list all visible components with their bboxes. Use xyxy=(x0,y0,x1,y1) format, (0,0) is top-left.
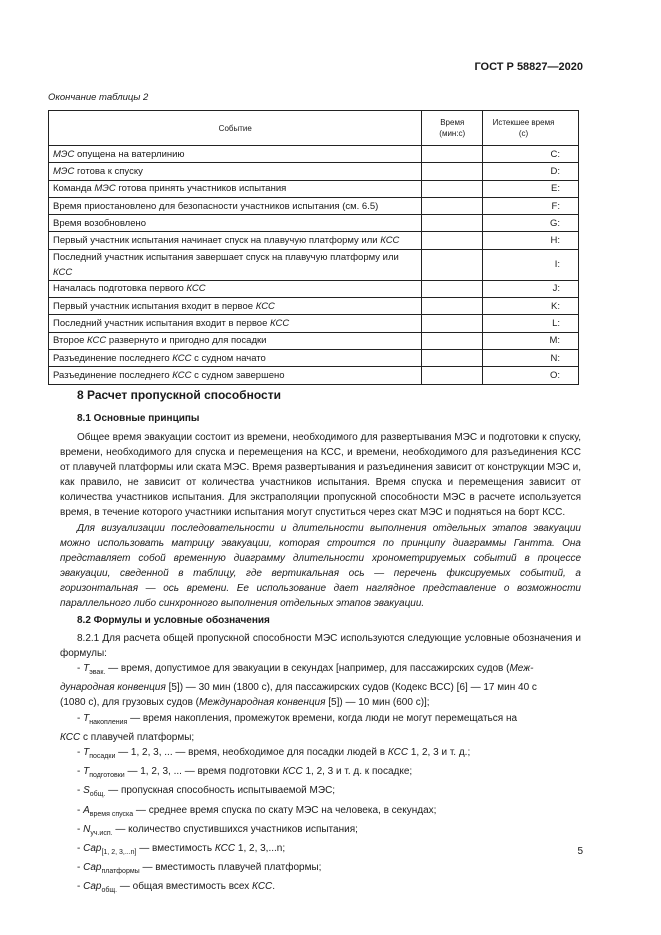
list-item: - Cap$_{платформы}$ — вместимость плавучей платформы; xyxy=(77,862,322,876)
time-cell xyxy=(422,332,483,349)
event-cell: Разъединение последнего КСС с судном завершено xyxy=(49,367,422,384)
elapsed-cell: I: xyxy=(483,249,579,280)
time-cell xyxy=(422,215,483,232)
list-item-cont: (1080 с), для грузовых судов (Международная конвенция [5]) — 10 мин (600 с)]; xyxy=(60,697,430,709)
event-cell: Последний участник испытания завершает спуск на плавучую платформу или КСС xyxy=(49,249,422,280)
symbols-list xyxy=(60,661,581,899)
elapsed-cell: E: xyxy=(483,180,579,197)
section-8-2-title: 8.2 Формулы и условные обозначения xyxy=(77,615,270,626)
list-item: - $T_{накопления}$ — время накопления, промежуток времени, когда люди не могут перемещаться на xyxy=(77,712,518,726)
elapsed-cell: N: xyxy=(483,349,579,366)
time-cell xyxy=(422,232,483,249)
table-header-row xyxy=(49,111,579,146)
table-row xyxy=(49,367,579,384)
table-caption: Окончание таблицы 2 xyxy=(48,92,149,103)
time-cell xyxy=(422,349,483,366)
event-cell: Первый участник испытания входит в первое КСС xyxy=(49,298,422,315)
event-cell: Время приостановлено для безопасности участников испытания (см. 6.5) xyxy=(49,197,422,214)
list-item-cont: дународная конвенция [5]) — 30 мин (1800 с), для пассажирских судов (Кодекс ВСС) [6] — 17 мин 40 с xyxy=(60,682,537,694)
table-row xyxy=(49,197,579,214)
elapsed-cell: H: xyxy=(483,232,579,249)
table-row xyxy=(49,349,579,366)
column-header-event: Событие xyxy=(49,111,422,146)
event-cell: МЭС опущена на ватерлинию xyxy=(49,146,422,163)
event-cell: Началась подготовка первого КСС xyxy=(49,280,422,297)
elapsed-cell: M: xyxy=(483,332,579,349)
page-number: 5 xyxy=(577,846,583,857)
event-cell: Первый участник испытания начинает спуск на плавучую платформу или КСС xyxy=(49,232,422,249)
time-cell xyxy=(422,367,483,384)
column-header-time: Время (мин:с) xyxy=(422,111,483,146)
table-row xyxy=(49,280,579,297)
table-row xyxy=(49,249,579,280)
time-cell xyxy=(422,315,483,332)
list-item: - $T_{посадки}$ — 1, 2, 3, ... — время, необходимое для посадки людей в КСС 1, 2, 3 и т. д.; xyxy=(77,747,471,761)
elapsed-cell: F: xyxy=(483,197,579,214)
table-row xyxy=(49,232,579,249)
time-cell xyxy=(422,298,483,315)
table-row xyxy=(49,332,579,349)
elapsed-cell: K: xyxy=(483,298,579,315)
table-row xyxy=(49,215,579,232)
time-cell xyxy=(422,249,483,280)
paragraph-gantt: Для визуализации последовательности и длительности выполнения отдельных этапов эвакуации можно использовать матрицу эвакуации, которая строится по принципу диаграммы Гантта. Она представляет собой временную диаграмму длительности хронометрируемых событий в процессе эвакуации, сведенной в таблицу, где вертикальная ось — перечень фиксируемых событий, а горизонтальная — ось времени. Ее использование дает наглядное представление о возможности параллельного либо синхронного выполнения отдельных этапов эвакуации. xyxy=(60,523,581,610)
event-cell: Разъединение последнего КСС с судном начато xyxy=(49,349,422,366)
event-cell: МЭС готова к спуску xyxy=(49,163,422,180)
time-cell xyxy=(422,280,483,297)
elapsed-cell: L: xyxy=(483,315,579,332)
table-row xyxy=(49,315,579,332)
event-cell: Время возобновлено xyxy=(49,215,422,232)
table-row xyxy=(49,298,579,315)
table-row xyxy=(49,163,579,180)
event-cell: Последний участник испытания входит в первое КСС xyxy=(49,315,422,332)
events-table xyxy=(48,110,579,385)
time-cell xyxy=(422,197,483,214)
list-item: - $A_{время спуска}$ — среднее время спуска по скату МЭС на человека, в секундах; xyxy=(77,804,437,818)
time-cell xyxy=(422,180,483,197)
list-item: - $T_{подготовки}$ — 1, 2, 3, ... — время подготовки КСС 1, 2, 3 и т. д. к посадке; xyxy=(77,766,413,780)
time-cell xyxy=(422,146,483,163)
elapsed-cell: D: xyxy=(483,163,579,180)
event-cell: Команда МЭС готова принять участников испытания xyxy=(49,180,422,197)
document-header: ГОСТ Р 58827—2020 xyxy=(474,61,583,73)
section-8-title: 8 Расчет пропускной способности xyxy=(77,388,281,402)
elapsed-cell: C: xyxy=(483,146,579,163)
paragraph-principles: Общее время эвакуации состоит из времени, необходимого для развертывания МЭС и подготовки к спуску, времени, необходимого для спуска и перемещения на КСС, и времени, необходимого для разъединения КСС от плавучей платформы или ската МЭС. Время развертывания и разъединения зависит от конструкции МЭС и, как правило, не зависит от количества участников испытания. Время спуска и перемещения зависит от количества участников испытания. Для экстраполяции пропускной способности МЭС в расчете используется время, в течение которого участники испытания могут спуститься через скат МЭС и подняться на борт КСС. xyxy=(60,432,581,519)
table-row xyxy=(49,146,579,163)
paragraph-formulas-intro: 8.2.1 Для расчета общей пропускной способности МЭС используются следующие условные обозначения и формулы: xyxy=(60,633,581,660)
list-item-cont: КСС с плавучей платформы; xyxy=(60,731,195,743)
table-row xyxy=(49,180,579,197)
elapsed-cell: O: xyxy=(483,367,579,384)
event-cell: Второе КСС развернуто и пригодно для посадки xyxy=(49,332,422,349)
column-header-elapsed: Истекшее время (с) xyxy=(483,111,579,146)
elapsed-cell: G: xyxy=(483,215,579,232)
list-item: - $S_{общ.}$ — пропускная способность испытываемой МЭС; xyxy=(77,785,336,799)
time-cell xyxy=(422,163,483,180)
list-item: - Cap$_{[1, 2, 3,...n]}$ — вместимость КСС 1, 2, 3,...n; xyxy=(77,843,286,857)
elapsed-cell: J: xyxy=(483,280,579,297)
list-item: - Cap$_{общ.}$ — общая вместимость всех КСС. xyxy=(77,881,276,895)
list-item: - $N_{уч.исп.}$ — количество спустившихся участников испытания; xyxy=(77,823,358,837)
list-item: - $T_{эвак.}$ — время, допустимое для эвакуации в секундах [например, для пассажирских судов (Меж- xyxy=(77,663,534,676)
section-8-1-title: 8.1 Основные принципы xyxy=(77,413,200,424)
